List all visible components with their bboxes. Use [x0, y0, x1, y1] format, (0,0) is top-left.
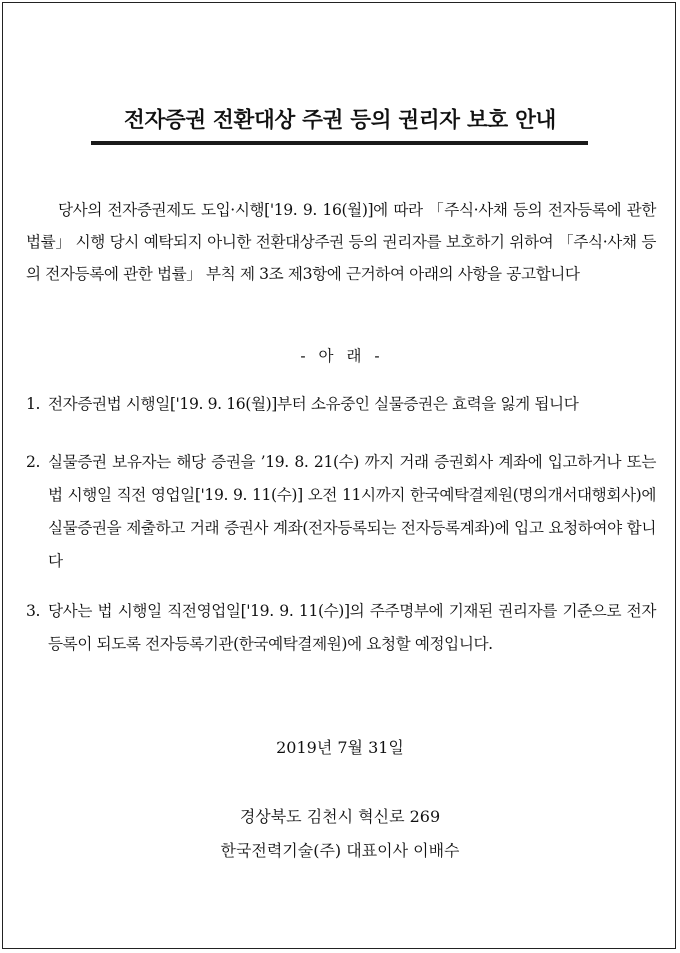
company-representative: 한국전력기술(주) 대표이사 이배수: [220, 841, 460, 860]
intro-paragraph: 당사의 전자증권제도 도입·시행['19. 9. 16(월)]에 따라 「주식·사채 등의 전자등록에 관한 법률」 시행 당시 예탁되지 아니한 전환대상주권 등의 권리자를 보호하기 위하여 「주식·사채 등의 전자등록에 관한 법률」 부칙 제 3조 제3항에 근거하여 아래의 사항을 공고합니다: [26, 201, 656, 283]
item-text: 전자증권법 시행일['19. 9. 16(월)]부터 소유중인 실물증권은 효력을 잃게 됩니다: [48, 395, 579, 413]
company-address: 경상북도 김천시 혁신로 269: [239, 807, 441, 826]
notice-item-2: [26, 446, 656, 578]
item-text: 실물증권 보유자는 해당 증권을 ’19. 8. 21(수) 까지 거래 증권회사 계좌에 입고하거나 또는 법 시행일 직전 영업일['19. 9. 11(수)] 오전 11시까지 한국예탁결제원(명의개서대행회사)에 실물증권을 제출하고 거래 증권사 계좌(전자등록되는 전자등록계좌)에 입고 요청하여야 합니다: [48, 453, 656, 570]
notice-item-1: [26, 388, 656, 421]
notice-item-3: [26, 595, 656, 661]
section-heading: - 아 래 -: [300, 347, 380, 365]
title-underline: [91, 141, 588, 145]
document-title: 전자증권 전환대상 주권 등의 권리자 보호 안내: [123, 108, 557, 133]
notice-date: 2019년 7월 31일: [276, 738, 404, 757]
item-text: 당사는 법 시행일 직전영업일['19. 9. 11(수)]의 주주명부에 기재된 권리자를 기준으로 전자등록이 되도록 전자등록기관(한국예탁결제원)에 요청할 예정입니다.: [48, 602, 656, 653]
item-number: 2.: [26, 453, 41, 471]
item-number: 1.: [26, 395, 41, 413]
item-number: 3.: [26, 602, 41, 620]
